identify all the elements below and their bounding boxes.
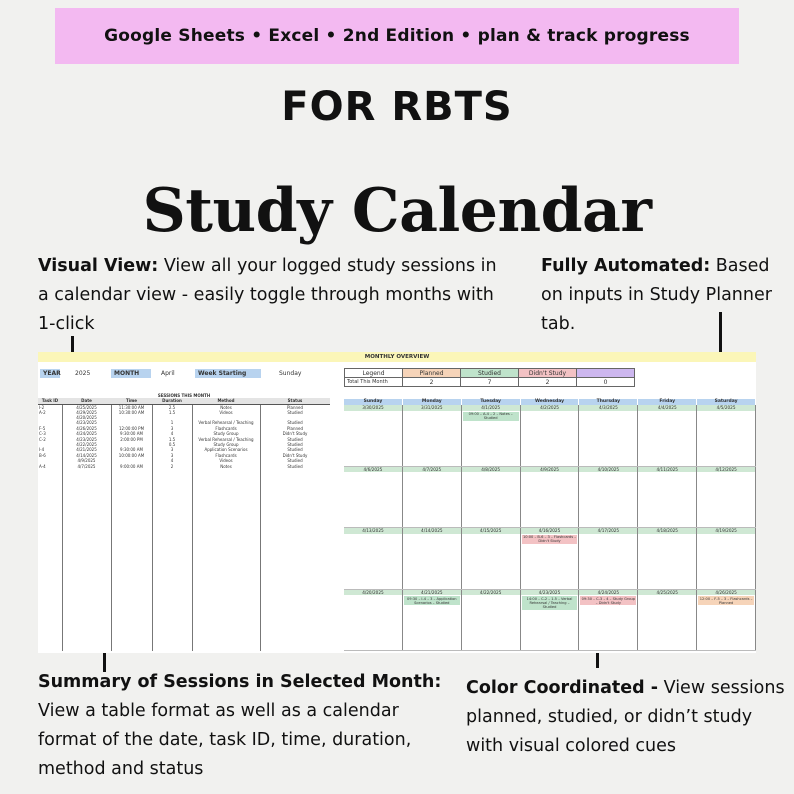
sessions-cell: Flashcards xyxy=(215,425,237,431)
sessions-cell: 4/29/2025 xyxy=(76,409,97,415)
calendar-date: 4/11/2025 xyxy=(638,467,696,473)
calendar-date: 4/25/2025 xyxy=(638,590,696,596)
legend-planned: Planned xyxy=(403,369,461,378)
legend-total-planned: 2 xyxy=(403,378,461,387)
calendar-date: 4/3/2025 xyxy=(579,405,637,411)
week-starting-label: Week Starting xyxy=(195,369,261,378)
callout-visual-view-text: View all your logged study sessions in a calendar view - easily toggle through months with 1-click xyxy=(38,256,497,334)
week-starting-dropdown[interactable]: Sunday xyxy=(279,370,302,377)
sessions-cell: 4/25/2025 xyxy=(76,404,97,410)
sessions-cell: Studied xyxy=(287,447,303,453)
calendar-day[interactable] xyxy=(638,405,697,466)
sessions-cell: Verbal Rehearsal / Teaching xyxy=(198,420,254,426)
calendar-date: 4/22/2025 xyxy=(462,590,520,596)
sessions-cell: 4/24/2025 xyxy=(76,431,97,437)
calendar-date: 4/4/2025 xyxy=(638,405,696,411)
legend-didnt-study: Didn't Study xyxy=(519,369,577,378)
calendar-date: 4/6/2025 xyxy=(344,467,402,473)
calendar-weekday: Monday xyxy=(403,399,462,405)
calendar-event[interactable]: 14:00 – C-2 – 1.5 – Verbal Rehearsal / Teaching – Studied xyxy=(522,596,578,610)
calendar-day[interactable] xyxy=(638,528,697,589)
sessions-cell: 3 xyxy=(170,447,174,453)
sessions-cell: Study Group xyxy=(213,431,239,437)
calendar-event[interactable]: 12:00 – F-5 – 3 – Flashcards – Planned xyxy=(699,596,753,605)
calendar-date: 4/12/2025 xyxy=(697,467,755,473)
sessions-cell: 1.5 xyxy=(168,409,176,415)
calendar-day[interactable] xyxy=(403,590,462,651)
calendar-date: 4/15/2025 xyxy=(462,528,520,534)
sessions-cell: 3 xyxy=(170,425,174,431)
sessions-cell: 4/21/2025 xyxy=(76,447,97,453)
calendar-day[interactable] xyxy=(403,528,462,589)
sessions-cell: 4/9/2025 xyxy=(77,458,96,464)
calendar-day[interactable] xyxy=(521,528,580,589)
sessions-cell: A-4 xyxy=(39,463,46,469)
sessions-cell: Planned xyxy=(286,404,304,410)
calendar-date: 4/13/2025 xyxy=(344,528,402,534)
sessions-cell: Didn't Study xyxy=(282,452,308,458)
sessions-title: SESSIONS THIS MONTH xyxy=(157,393,211,398)
sessions-cell: Didn't Study xyxy=(282,431,308,437)
sessions-cell: Notes xyxy=(220,404,232,410)
calendar-date: 4/1/2025 xyxy=(462,405,520,411)
sessions-cell: Studied xyxy=(287,409,303,415)
legend-total-extra: 0 xyxy=(577,378,635,387)
calendar-weekday: Thursday xyxy=(579,399,638,405)
calendar-weekday: Friday xyxy=(638,399,697,405)
legend-extra xyxy=(577,369,635,378)
calendar-event[interactable]: 09:00 – A-4 – 2 – Notes – Studied xyxy=(463,412,519,421)
callout-color-heading: Color Coordinated - xyxy=(466,678,659,698)
legend-total-didnt: 2 xyxy=(519,378,577,387)
sessions-cell: Studied xyxy=(287,463,303,469)
sessions-cell: Application Scenarios xyxy=(204,447,248,453)
calendar-date: 4/21/2025 xyxy=(403,590,461,596)
sessions-cell: 9:30:00 AM xyxy=(120,447,143,453)
callout-summary-text: View a table format as well as a calendar format of the date, task ID, time, duration, method and status xyxy=(38,701,412,779)
calendar-date: 4/7/2025 xyxy=(403,467,461,473)
sessions-col-header: Task ID xyxy=(38,398,62,404)
calendar-week xyxy=(344,528,756,590)
sessions-cell: Studied xyxy=(287,420,303,426)
sessions-cell: 9:30:00 AM xyxy=(120,431,143,437)
sessions-cell: Notes xyxy=(220,463,232,469)
sessions-cell: 10:00:00 AM xyxy=(118,452,145,458)
sessions-cell: Flashcards xyxy=(215,452,237,458)
sessions-cell: 4/23/2025 xyxy=(76,436,97,442)
sessions-cell: 4/14/2025 xyxy=(76,452,97,458)
calendar-day[interactable] xyxy=(579,405,638,466)
calendar-day[interactable] xyxy=(344,405,403,466)
sessions-cell: 11:30:00 AM xyxy=(118,404,145,410)
sessions-cell: 3 xyxy=(170,452,174,458)
calendar-date: 4/20/2025 xyxy=(344,590,402,596)
sessions-cell: 2.5 xyxy=(168,404,176,410)
calendar-date: 4/9/2025 xyxy=(521,467,579,473)
calendar-date: 4/14/2025 xyxy=(403,528,461,534)
calendar-day[interactable] xyxy=(462,528,521,589)
calendar-day[interactable] xyxy=(697,590,756,651)
calendar-week xyxy=(344,467,756,529)
callout-summary xyxy=(38,668,458,784)
legend-table xyxy=(344,368,635,387)
calendar-day[interactable] xyxy=(579,528,638,589)
callout-color-text: View sessions planned, studied, or didn’t study with visual colored cues xyxy=(466,678,785,756)
sessions-cell: 1.5 xyxy=(168,436,176,442)
calendar-date: 4/8/2025 xyxy=(462,467,520,473)
legend-header: Legend xyxy=(345,369,403,378)
sessions-cell: Verbal Rehearsal / Teaching xyxy=(198,436,254,442)
sessions-cell: 9:00:00 AM xyxy=(120,463,143,469)
sessions-cell: 12:00:00 PM xyxy=(118,425,145,431)
calendar-grid xyxy=(344,399,756,651)
calendar-weekday: Tuesday xyxy=(462,399,521,405)
calendar-date: 4/26/2025 xyxy=(697,590,755,596)
sessions-cell: 4/23/2025 xyxy=(76,420,97,426)
sessions-col-header: Method xyxy=(192,398,260,404)
calendar-day[interactable] xyxy=(462,467,521,528)
sessions-cell: 4/26/2025 xyxy=(76,425,97,431)
calendar-day[interactable] xyxy=(697,528,756,589)
sessions-cell: 2:00:00 PM xyxy=(120,436,143,442)
sessions-col-header: Time xyxy=(111,398,152,404)
month-label: MONTH xyxy=(111,369,151,378)
year-dropdown[interactable]: 2025 xyxy=(75,370,91,377)
calendar-day[interactable] xyxy=(344,467,403,528)
sessions-col-header: Status xyxy=(260,398,330,404)
subtitle: FOR RBTS xyxy=(281,84,513,130)
calendar-weekday: Wednesday xyxy=(521,399,580,405)
calendar-week xyxy=(344,405,756,467)
sessions-cell: I-2 xyxy=(39,404,45,410)
sessions-cell: 4/20/2025 xyxy=(76,415,97,421)
callout-summary-heading: Summary of Sessions in Selected Month: xyxy=(38,672,442,692)
sessions-cell: 10:30:00 AM xyxy=(118,409,145,415)
calendar-day[interactable] xyxy=(579,590,638,651)
calendar-day[interactable] xyxy=(579,467,638,528)
monthly-overview-title: MONTHLY OVERVIEW xyxy=(38,352,756,362)
sessions-cell: 0.5 xyxy=(168,442,176,448)
calendar-week xyxy=(344,590,756,652)
calendar-day[interactable] xyxy=(521,467,580,528)
calendar-day[interactable] xyxy=(521,405,580,466)
calendar-day[interactable] xyxy=(344,590,403,651)
page-title: Study Calendar xyxy=(142,176,652,246)
sessions-cell: Planned xyxy=(286,425,304,431)
calendar-date: 4/19/2025 xyxy=(697,528,755,534)
sessions-cell: I-4 xyxy=(39,447,45,453)
year-label: YEAR xyxy=(40,369,60,378)
calendar-date: 4/2/2025 xyxy=(521,405,579,411)
calendar-date: 4/18/2025 xyxy=(638,528,696,534)
callout-color-coordinated xyxy=(466,674,786,761)
calendar-day[interactable] xyxy=(344,528,403,589)
calendar-date: 4/16/2025 xyxy=(521,528,579,534)
sessions-col-header: Date xyxy=(62,398,111,404)
sessions-col-header: Duration xyxy=(152,398,192,404)
calendar-event[interactable]: 10:00 – B-6 – 3 – Flashcards – Didn't Study xyxy=(522,535,577,544)
calendar-event[interactable]: 09:30 – I-4 – 3 – Application Scenarios – Studied xyxy=(404,596,460,605)
calendar-day[interactable] xyxy=(462,590,521,651)
sessions-cell: Videos xyxy=(219,458,233,464)
sessions-cell: Studied xyxy=(287,442,303,448)
calendar-weekday: Sunday xyxy=(344,399,403,405)
sessions-cell: 4/22/2025 xyxy=(76,442,97,448)
sessions-cell: A-2 xyxy=(39,409,46,415)
callout-visual-view-heading: Visual View: xyxy=(38,256,159,276)
calendar-date: 4/23/2025 xyxy=(521,590,579,596)
calendar-day[interactable] xyxy=(638,590,697,651)
table-row xyxy=(38,463,330,468)
callout-fully-automated-heading: Fully Automated: xyxy=(541,256,711,276)
callout-visual-view xyxy=(38,252,508,339)
calendar-date: 3/31/2025 xyxy=(403,405,461,411)
spreadsheet-screenshot xyxy=(38,352,756,653)
sessions-cell: Study Group xyxy=(213,442,239,448)
sessions-cell: B-6 xyxy=(39,452,46,458)
calendar-date: 4/10/2025 xyxy=(579,467,637,473)
sessions-cell: C-2 xyxy=(39,436,46,442)
callout-fully-automated xyxy=(541,252,791,339)
calendar-date: 4/17/2025 xyxy=(579,528,637,534)
legend-studied: Studied xyxy=(461,369,519,378)
calendar-day[interactable] xyxy=(638,467,697,528)
sessions-cell: 4/7/2025 xyxy=(77,463,96,469)
callout-fully-automated-text: Based on inputs in Study Planner tab. xyxy=(541,256,772,334)
calendar-day[interactable] xyxy=(697,405,756,466)
legend-total-studied: 7 xyxy=(461,378,519,387)
calendar-date: 4/24/2025 xyxy=(579,590,637,596)
sessions-cell: Studied xyxy=(287,458,303,464)
calendar-date: 4/5/2025 xyxy=(697,405,755,411)
calendar-day[interactable] xyxy=(403,467,462,528)
sessions-cell: 4 xyxy=(170,431,174,437)
sessions-cell: Studied xyxy=(287,436,303,442)
calendar-day[interactable] xyxy=(521,590,580,651)
calendar-day[interactable] xyxy=(462,405,521,466)
top-banner: Google Sheets • Excel • 2nd Edition • plan & track progress xyxy=(55,8,739,64)
sessions-table xyxy=(38,398,330,469)
sessions-cell: Videos xyxy=(219,409,233,415)
calendar-weekday: Saturday xyxy=(697,399,756,405)
sessions-cell: C-3 xyxy=(39,431,46,437)
calendar-date: 3/30/2025 xyxy=(344,405,402,411)
month-dropdown[interactable]: April xyxy=(161,370,175,377)
sessions-cell: F-5 xyxy=(39,425,46,431)
legend-total-label: Total This Month xyxy=(345,378,403,387)
sessions-cell: 4 xyxy=(170,458,174,464)
sessions-cell: 2 xyxy=(170,463,174,469)
sessions-cell: 1 xyxy=(170,420,174,426)
calendar-day[interactable] xyxy=(697,467,756,528)
calendar-day[interactable] xyxy=(403,405,462,466)
calendar-event[interactable]: 09:30 – C-3 – 4 – Study Group – Didn't Study xyxy=(581,596,636,605)
